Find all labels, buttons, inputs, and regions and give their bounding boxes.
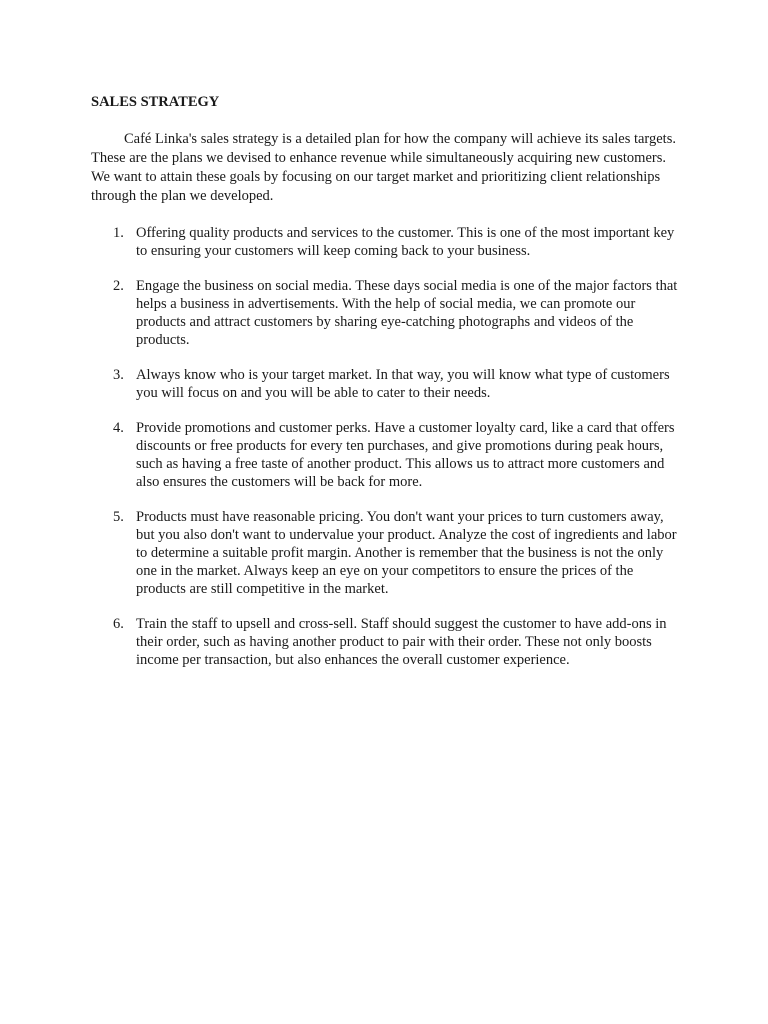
list-item <box>91 366 683 402</box>
list-item-number: 1. <box>113 225 124 241</box>
list-item-text: Provide promotions and customer perks. Have a customer loyalty card, like a card that offers discounts or free products for every ten purchases, and give promotions during peak hours, such as having a free taste of another product. This allows us to attract more customers and also ensures the customers will be back for more. <box>136 420 675 490</box>
list-item-number: 2. <box>113 278 124 294</box>
list-item-text: Always know who is your target market. In that way, you will know what type of customers you will focus on and you will be able to cater to their needs. <box>136 367 670 401</box>
list-item-number: 6. <box>113 616 124 632</box>
list-item-text: Engage the business on social media. These days social media is one of the major factors that helps a business in advertisements. With the help of social media, we can promote our products and attract customers by sharing eye-catching photographs and videos of the products. <box>136 278 678 348</box>
document-heading: SALES STRATEGY <box>91 94 220 110</box>
list-item-number: 4. <box>113 420 124 436</box>
list-item-number: 3. <box>113 367 124 383</box>
list-item <box>91 277 683 349</box>
intro-paragraph: Café Linka's sales strategy is a detailed plan for how the company will achieve its sales targets. These are the plans we devised to enhance revenue while simultaneously acquiring new customers. We want to attain these goals by focusing on our target market and prioritizing client relationships through the plan we developed. <box>91 131 676 204</box>
list-item <box>91 419 683 491</box>
list-item <box>91 508 683 598</box>
strategy-list <box>91 224 683 669</box>
list-item <box>91 615 683 669</box>
list-item <box>91 224 683 260</box>
list-item-text: Products must have reasonable pricing. You don't want your prices to turn customers away, but you also don't want to undervalue your product. Analyze the cost of ingredients and labor to determine a suitable profit margin. Another is remember that the business is not the only one in the market. Always keep an eye on your competitors to ensure the prices of the products are still competitive in the market. <box>136 509 677 597</box>
list-item-text: Train the staff to upsell and cross-sell. Staff should suggest the customer to have add-ons in their order, such as having another product to pair with their order. These not only boosts income per transaction, but also enhances the overall customer experience. <box>136 616 667 668</box>
list-item-number: 5. <box>113 509 124 525</box>
document-page <box>91 93 683 686</box>
list-item-text: Offering quality products and services to the customer. This is one of the most important key to ensuring your customers will keep coming back to your business. <box>136 225 675 259</box>
